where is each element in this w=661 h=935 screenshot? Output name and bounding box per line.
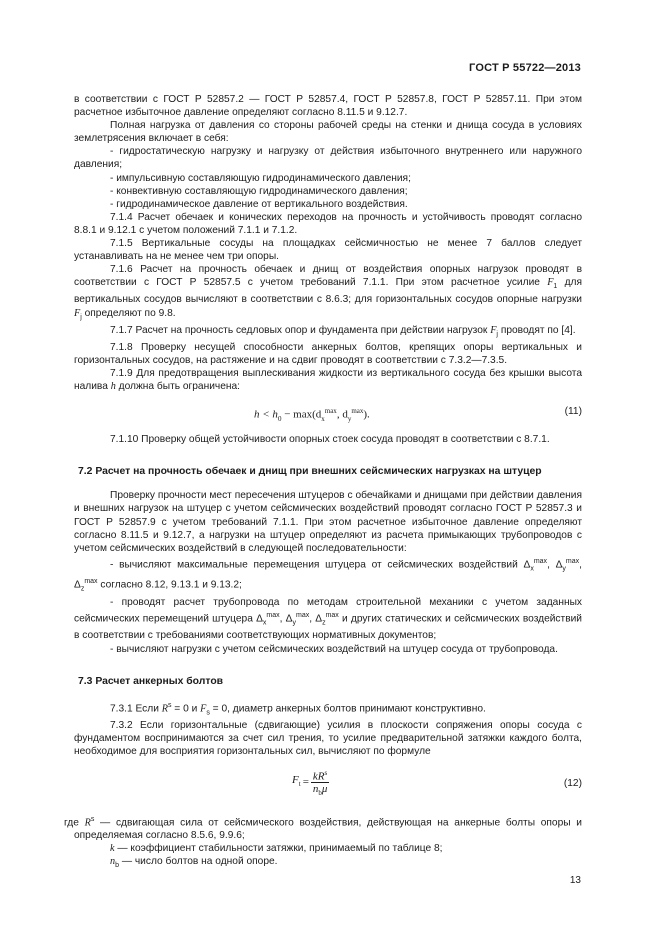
page-number: 13 xyxy=(569,875,581,886)
list-item: - импульсивную составляющую гидродинамического давления; xyxy=(110,172,411,184)
fraction: $\frac{kR^s}{n_b\mu}$ xyxy=(312,768,328,798)
paragraph: Проверку прочности мест пересечения штуцеров с обечайками и днищами при действии давления и внешних нагрузок на штуцер с учетом сейсмических воздействий проводят согласно ГОСТ Р 52857.3 и ГОСТ Р 52857.9 с учетом требований 7.1.1. При этом расчетное избыточное давление определяют согласно 8.11.5 и 9.12.7, а нагрузки на штуцер определяют из расчета примыкающих трубопроводов с учетом сейсмических воздействий в следующей последовательности: xyxy=(74,490,582,554)
equation-11 xyxy=(74,397,582,427)
clause-7-1-8: 7.1.8 Проверку несущей способности анкерных болтов, крепящих опоры вертикальных и горизонтальных сосудов, на растяжение и на сдвиг проводят в соответствии с 7.3.2—7.3.5. xyxy=(74,341,582,366)
clause-7-3-2: 7.3.2 Если горизонтальные (сдвигающие) усилия в плоскости сопряжения опоры сосуда с фундаментом воспринимаются за счет сил трения, то усилие предварительной затяжки каждого болта, необходимое для восприятия горизонтальных сил, вычисляют по формуле xyxy=(74,720,582,758)
section-heading-7-2: 7.2 Расчет на прочность обечаек и днищ при внешних сейсмических нагрузках на штуцер xyxy=(78,466,542,478)
clause-7-1-7: 7.1.7 Расчет на прочность седловых опор и фундамента при действии нагрузок $F_j$ проводят по [4]. xyxy=(110,324,576,338)
list-item: - вычисляют нагрузки с учетом сейсмических воздействий на штуцер сосуда от трубопровода. xyxy=(110,643,558,655)
section-heading-7-3: 7.3 Расчет анкерных болтов xyxy=(78,675,224,687)
paragraph: в соответствии с ГОСТ Р 52857.2 — ГОСТ Р 52857.4, ГОСТ Р 52857.8, ГОСТ Р 52857.11. При этом расчетное избыточное давление определяют согласно 8.11.5 и 9.12.7. xyxy=(74,94,582,119)
clause-7-1-4: 7.1.4 Расчет обечаек и конических переходов на прочность и устойчивость проводят согласно 8.8.1 и 9.12.1 с учетом положений 7.1.1 и 7.1.2. xyxy=(74,211,582,236)
list-item: - гидростатическую нагрузку и нагрузку от действия избыточного внутреннего или наружного давления; xyxy=(74,146,582,171)
equation-12 xyxy=(74,765,582,803)
list-item: - конвективную составляющую гидродинамического давления; xyxy=(110,185,408,197)
list-item: - проводят расчет трубопровода по методам строительной механики с учетом заданных сейсмических перемещений штуцера $\Delta_x^{max}$, $\Delta_y^{max}$, $\Delta_z^{max}$ и других статических и сейсмических воздействий в соответствии с требованиями соответствующих нормативных документов; xyxy=(74,596,582,642)
equation-number: (12) xyxy=(563,777,582,789)
list-item: - гидродинамическое давление от вертикального воздействия. xyxy=(110,198,408,210)
paragraph: Полная нагрузка от давления со стороны рабочей среды на стенки и днища сосуда в условиях землетрясения включает в себя: xyxy=(74,120,582,145)
document-header: ГОСТ Р 55722—2013 xyxy=(469,62,581,74)
equation-11-expression: $h < h_0 - \max(d_x^{max}$, $d_y^{max}$). xyxy=(254,407,370,423)
equation-12-expression: $F_t$ = $\frac{kR^s}{n_b\mu}$ xyxy=(292,768,328,798)
where-clause: k — коэффициент стабильности затяжки, принимаемый по таблице 8; xyxy=(110,843,443,855)
list-item: - вычисляют максимальные перемещения штуцера от сейсмических воздействий $\Delta_x^{max}$, $\Delta_y^{max}$, $\Delta_z^{max}$ согласно 8.12, 9.13.1 и 9.13.2; xyxy=(74,557,582,593)
where-clause: $n_b$ — число болтов на одной опоре. xyxy=(110,856,278,870)
clause-7-1-6: 7.1.6 Расчет на прочность обечаек и днищ от воздействия опорных нагрузок проводят в соответствии с ГОСТ Р 52857.5 с учетом требований 7.1.1. При этом расчетное усилие $F_1$ для вертикальных сосудов вычисляют в соответствии с 8.6.3; для горизонтальных сосудов опорные нагрузки $F_j$ определяют по 9.8. xyxy=(74,264,582,321)
clause-7-1-5: 7.1.5 Вертикальные сосуды на площадках сейсмичностью не менее 7 баллов следует устанавливать на не менее чем три опоры. xyxy=(74,238,582,263)
where-clause: где $R^s$ — сдвигающая сила от сейсмического воздействия, действующая на анкерные болты опоры и определяемая согласно 8.5.6, 9.9.6; xyxy=(64,815,582,842)
clause-7-1-10: 7.1.10 Проверку общей устойчивости опорных стоек сосуда проводят в соответствии с 8.7.1. xyxy=(110,434,550,446)
clause-7-3-1: 7.3.1 Если $R^s = 0$ и $F_s = 0$, диаметр анкерных болтов принимают конструктивно. xyxy=(110,701,486,717)
equation-number: (11) xyxy=(564,406,582,418)
page-content xyxy=(64,93,582,872)
clause-7-1-9: 7.1.9 Для предотвращения выплескивания жидкости из вертикального сосуда без крышки высота налива h должна быть ограничена: xyxy=(74,367,582,393)
